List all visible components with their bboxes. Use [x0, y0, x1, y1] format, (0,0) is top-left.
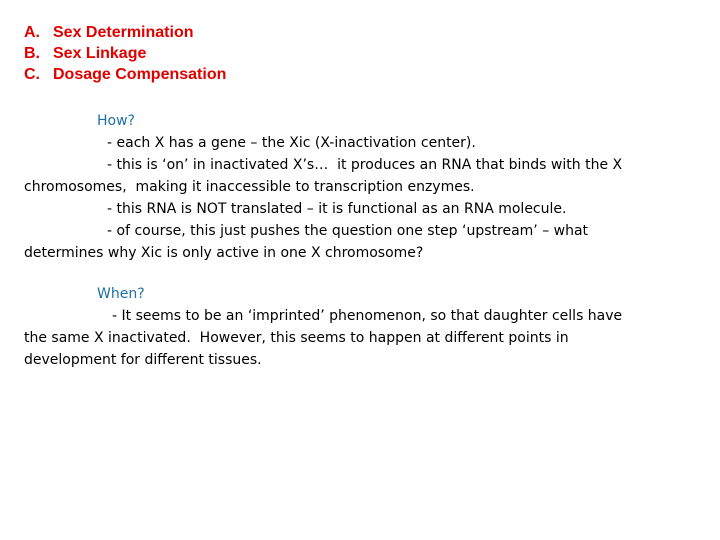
outline-text: Sex Determination — [53, 24, 194, 41]
outline-text: Sex Linkage — [53, 45, 147, 62]
when-line: the same X inactivated. However, this seems to happen at different points in — [24, 330, 569, 346]
outline-item-a — [24, 22, 226, 43]
when-heading: When? — [97, 286, 145, 302]
topic-outline — [24, 22, 226, 85]
when-line: - It seems to be an ‘imprinted’ phenomenon, so that daughter cells have — [112, 308, 623, 324]
how-line: - this is ‘on’ in inactivated X’s… it produces an RNA that binds with the X — [107, 157, 623, 173]
outline-letter: C. — [24, 66, 40, 83]
outline-letter: A. — [24, 24, 40, 41]
how-line: chromosomes, making it inaccessible to transcription enzymes. — [24, 179, 475, 195]
how-line: determines why Xic is only active in one X chromosome? — [24, 245, 424, 261]
how-section — [24, 110, 704, 264]
how-line: - each X has a gene – the Xic (X-inactivation center). — [107, 135, 476, 151]
when-section — [24, 283, 704, 371]
how-line: - of course, this just pushes the question one step ‘upstream’ – what — [107, 223, 589, 239]
outline-letter: B. — [24, 45, 40, 62]
how-heading: How? — [97, 113, 135, 129]
when-line: development for different tissues. — [24, 352, 262, 368]
outline-text: Dosage Compensation — [53, 66, 227, 83]
how-line: - this RNA is NOT translated – it is functional as an RNA molecule. — [107, 201, 567, 217]
outline-item-c — [24, 64, 226, 85]
outline-item-b — [24, 43, 226, 64]
